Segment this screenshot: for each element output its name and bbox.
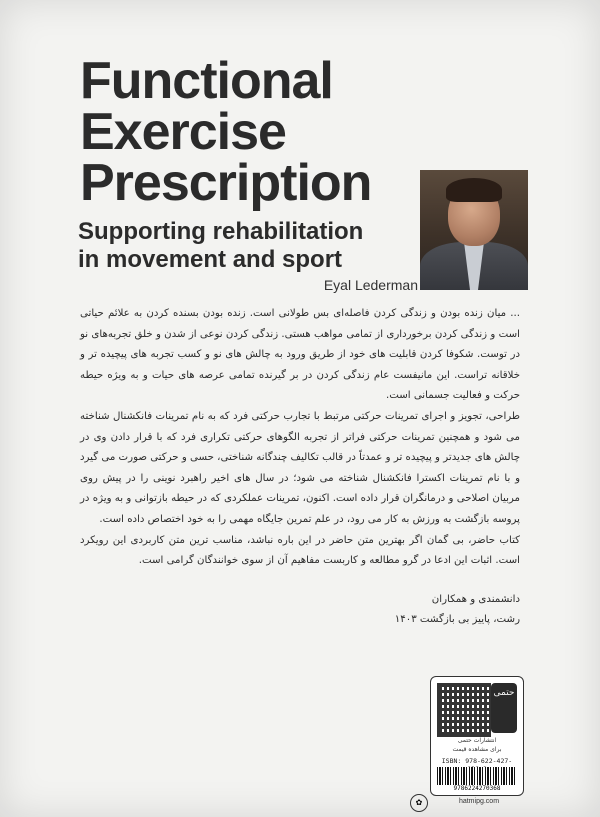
blurb-paragraph: طراحی، تجویز و اجرای تمرینات حرکتی مرتبط با تجارب حرکتی فرد که به نام تمرینات فانکشنال شناخته می شود و همچنین تمرینات حرکتی فراتر از تجربه الگوهای حرکتی تکراری فرد که با قرار دادن وی در چالش های جدیدتر و پیچیده تر و عمدتاً در قالب تکالیف چندگانه شناختی، حسی و حرکتی صورت می گیرد و با نام تمرینات اکسترا فانکشنال شناخته می شود؛ در سال های اخیر راهبرد نوینی را در پیش روی مربیان اصلاحی و درمانگران قرار داده است. اکنون، تمرینات عملکردی که در حیطه بازتوانی و به ویژه در پروسه بازگشت به ورزش به کار می رود، در علم تمرین جایگاه مهمی را به خود اختصاص داده است.	[80, 410, 520, 525]
blurb-paragraph: ... میان زنده بودن و زندگی کردن فاصله‌ای بس طولانی است. زنده بودن بسنده کردن به علائم حیاتی است و زندگی کردن برخورداری از تمامی مواهب هستی. زندگی کردن نوعی از شدن و خلق تجربه‌های نو در توست. شکوفا کردن قابلیت های خود از طریق ورود به چالش های نو و کسب تجربه های پیچیده تر و خلاقانه تراست. این مانیفست عام زندگی کردن در بر گیرنده تمامی عرصه های حیات و به ویژه حیطه حرکت و فعالیت جسمانی است.	[80, 308, 520, 402]
book-title	[80, 52, 420, 212]
photo-hair-shape	[446, 178, 502, 202]
publisher-box	[430, 676, 524, 796]
price-note: برای مشاهده قیمت	[452, 746, 502, 753]
signature-place-date: رشت، پاییز بی بازگشت ۱۴۰۳	[394, 614, 520, 625]
subtitle-line: in movement and sport	[78, 246, 343, 273]
publisher-seal-icon: ✿	[410, 794, 428, 812]
qr-code[interactable]	[437, 683, 491, 737]
blurb-signature	[80, 590, 520, 630]
title-line: Exercise	[80, 103, 286, 161]
barcode-number: 9786224270368	[453, 785, 501, 792]
publisher-website: hatmipg.com	[458, 798, 500, 805]
blurb-paragraph: کتاب حاضر، بی گمان اگر بهترین متن حاضر در این باره نباشد، مناسب ترین متن کاربردی این رویکرد است. اثبات این ادعا در گرو مطالعه و کاربست مفاهیم آن از سوی خوانندگان گرامی است.	[80, 534, 520, 567]
publisher-logo: حتمی	[491, 683, 517, 733]
barcode	[437, 767, 517, 785]
author-photo	[420, 170, 528, 290]
publisher-name: انتشارات حتمی	[457, 737, 497, 744]
author-name: Eyal Lederman	[323, 277, 418, 293]
signature-name: دانشمندی و همکاران	[431, 594, 520, 605]
subtitle-line: Supporting rehabilitation	[78, 218, 364, 245]
title-line: Functional	[80, 52, 333, 110]
title-line: Prescription	[80, 154, 372, 212]
isbn-text: ISBN: 978-622-427-	[441, 757, 513, 765]
book-subtitle	[78, 218, 418, 274]
blurb-text	[80, 304, 520, 572]
